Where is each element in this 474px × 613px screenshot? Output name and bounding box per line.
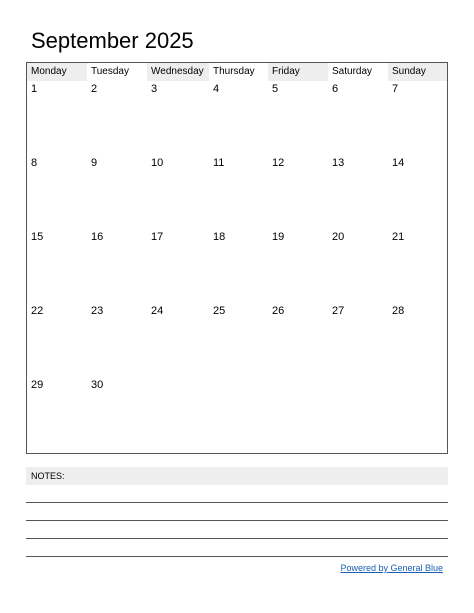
day-cell [268,303,328,377]
day-cell [209,377,269,451]
day-cell [27,377,87,451]
weekday-header-saturday: Saturday [332,66,373,77]
day-number: 1 [31,83,38,95]
day-number: 21 [392,231,405,243]
day-number: 25 [213,305,226,317]
weekday-header-tuesday: Tuesday [91,66,129,77]
day-number: 8 [31,157,38,169]
day-number: 19 [272,231,285,243]
day-number: 5 [272,83,279,95]
day-cell [27,81,87,155]
day-cell [328,155,388,229]
day-number: 30 [91,379,104,391]
day-cell [209,81,269,155]
day-number: 3 [151,83,158,95]
weekday-header-row [27,63,447,81]
powered-by-link[interactable]: Powered by General Blue [340,563,443,573]
day-cell [388,303,448,377]
weekday-header-sunday: Sunday [388,63,447,81]
day-number: 2 [91,83,98,95]
day-number: 14 [392,157,405,169]
note-line [26,556,448,557]
day-cell [268,155,328,229]
day-number: 12 [272,157,285,169]
note-line [26,502,448,503]
day-number: 13 [332,157,345,169]
day-number: 4 [213,83,220,95]
day-cell [209,229,269,303]
weekday-header-monday: Monday [27,63,87,81]
day-number: 15 [31,231,44,243]
day-number: 27 [332,305,345,317]
day-number: 20 [332,231,345,243]
day-cell [388,377,448,451]
day-cell [27,229,87,303]
day-number: 26 [272,305,285,317]
day-number: 7 [392,83,399,95]
day-cell [328,229,388,303]
day-cell [147,303,207,377]
day-number: 24 [151,305,164,317]
day-number: 9 [91,157,98,169]
day-cell [27,155,87,229]
day-cell [87,81,147,155]
day-number: 18 [213,231,226,243]
day-cell [27,303,87,377]
day-cell [147,229,207,303]
day-cell [328,81,388,155]
calendar-grid [26,62,448,454]
notes-section [26,467,448,485]
day-number: 29 [31,379,44,391]
day-number: 10 [151,157,164,169]
notes-label: NOTES: [26,467,448,485]
day-cell [147,155,207,229]
day-number: 16 [91,231,104,243]
day-cell [388,155,448,229]
day-cell [87,377,147,451]
weekday-header-wednesday: Wednesday [147,63,209,81]
day-number: 28 [392,305,405,317]
note-line [26,538,448,539]
note-line [26,520,448,521]
day-number: 6 [332,83,339,95]
day-number: 23 [91,305,104,317]
day-cell [87,229,147,303]
day-cell [147,81,207,155]
weekday-header-thursday: Thursday [213,66,255,77]
day-cell [209,155,269,229]
day-number: 22 [31,305,44,317]
page-title: September 2025 [31,28,194,53]
day-cell [388,81,448,155]
day-cell [147,377,207,451]
day-cell [87,155,147,229]
day-cell [87,303,147,377]
day-cell [209,303,269,377]
day-number: 11 [213,157,225,169]
day-number: 17 [151,231,164,243]
day-cell [268,377,328,451]
day-cell [328,303,388,377]
weekday-header-friday: Friday [268,63,328,81]
day-cell [388,229,448,303]
day-cell [268,229,328,303]
day-cell [268,81,328,155]
day-cell [328,377,388,451]
